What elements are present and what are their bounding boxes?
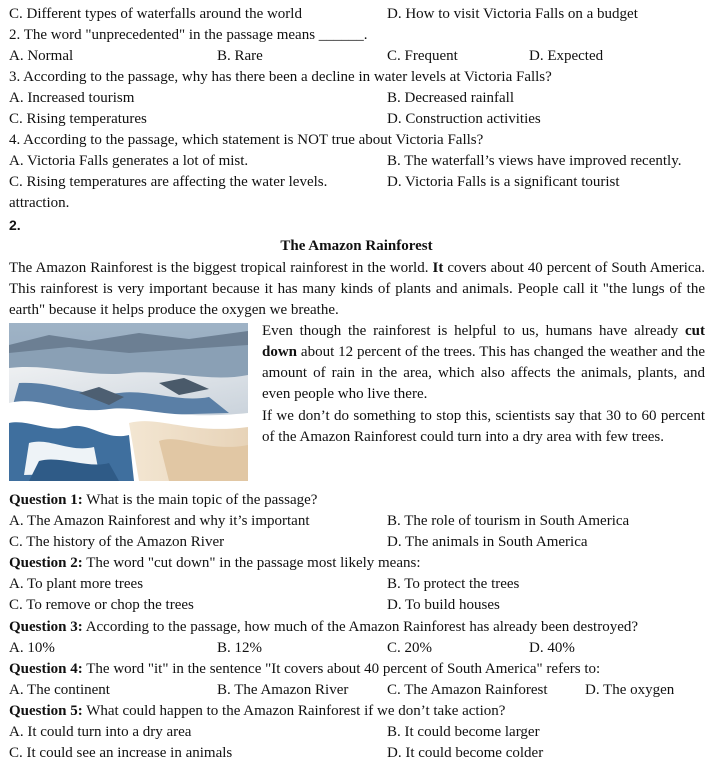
prev-q1-option-d: D. How to visit Victoria Falls on a budget: [387, 6, 638, 22]
section-number: 2.: [9, 217, 21, 233]
q4-option-c: C. The Amazon Rainforest: [387, 682, 548, 698]
q1-option-a: A. The Amazon Rainforest and why it’s important: [9, 513, 310, 529]
prev-q4-option-d: D. Victoria Falls is a significant tourist: [387, 174, 620, 190]
highlight-cut-down: cut down: [262, 323, 705, 360]
q1-option-c: C. The history of the Amazon River: [9, 534, 225, 550]
q5-option-a: A. It could turn into a dry area: [9, 724, 192, 740]
q2-option-c: C. To remove or chop the trees: [9, 597, 194, 613]
q3-option-a: A. 10%: [9, 640, 55, 656]
prev-q4-option-b: B. The waterfall’s views have improved recently.: [387, 153, 682, 169]
q5-option-d: D. It could become colder: [387, 745, 544, 761]
q2-option-d: D. To build houses: [387, 597, 500, 613]
q1-option-b: B. The role of tourism in South America: [387, 513, 630, 529]
q5-option-c: C. It could see an increase in animals: [9, 745, 233, 761]
passage-paragraph-2: Even though the rainforest is helpful to us, humans have already cut down about 12 percent of the trees. This has changed the weather and the amount of rain in the area, which also affects the animals, plants, and even people who live there.: [262, 323, 705, 402]
passage-paragraph-3: If we don’t do something to stop this, scientists say that 30 to 60 percent of the Amazon Rainforest could turn into a dry area with few trees.: [262, 408, 705, 445]
landscape-photo: [9, 323, 248, 481]
prev-q3-option-d: D. Construction activities: [387, 111, 541, 127]
q4-option-d: D. The oxygen: [585, 682, 675, 698]
q3-option-d: D. 40%: [529, 640, 575, 656]
prev-q3-option-c: C. Rising temperatures: [9, 111, 147, 127]
prev-q2-stem: 2. The word "unprecedented" in the passage means ______.: [9, 27, 368, 43]
prev-q3-stem: 3. According to the passage, why has there been a decline in water levels at Victoria Falls?: [9, 69, 552, 85]
question-1: Question 1: What is the main topic of the passage?: [9, 492, 318, 508]
q1-option-d: D. The animals in South America: [387, 534, 588, 550]
q3-option-c: C. 20%: [387, 640, 432, 656]
prev-q2-option-c: C. Frequent: [387, 48, 458, 64]
prev-q1-option-c: C. Different types of waterfalls around the world: [9, 6, 302, 22]
prev-q4-option-d-continued: attraction.: [9, 195, 70, 211]
prev-q3-option-b: B. Decreased rainfall: [387, 90, 515, 106]
prev-q3-option-a: A. Increased tourism: [9, 90, 135, 106]
prev-q4-option-a: A. Victoria Falls generates a lot of mist.: [9, 153, 249, 169]
prev-q2-option-d: D. Expected: [529, 48, 604, 64]
highlight-it: It: [432, 260, 444, 276]
question-2: Question 2: The word "cut down" in the passage most likely means:: [9, 555, 421, 571]
prev-q2-option-a: A. Normal: [9, 48, 74, 64]
question-5: Question 5: What could happen to the Amazon Rainforest if we don’t take action?: [9, 703, 506, 719]
q5-option-b: B. It could become larger: [387, 724, 540, 740]
q4-option-b: B. The Amazon River: [217, 682, 349, 698]
q2-option-a: A. To plant more trees: [9, 576, 144, 592]
prev-q4-stem: 4. According to the passage, which statement is NOT true about Victoria Falls?: [9, 132, 484, 148]
passage-title: The Amazon Rainforest: [280, 238, 433, 254]
question-4: Question 4: The word "it" in the sentence "It covers about 40 percent of South America" refers to:: [9, 661, 601, 677]
prev-q4-option-c: C. Rising temperatures are affecting the water levels.: [9, 174, 328, 190]
q4-option-a: A. The continent: [9, 682, 110, 698]
q3-option-b: B. 12%: [217, 640, 262, 656]
q2-option-b: B. To protect the trees: [387, 576, 520, 592]
prev-q2-option-b: B. Rare: [217, 48, 263, 64]
question-3: Question 3: According to the passage, how much of the Amazon Rainforest has already been destroyed?: [9, 619, 639, 635]
passage-paragraph-1: The Amazon Rainforest is the biggest tropical rainforest in the world. It covers about 40 percent of South America. This rainforest is very important because it has many kinds of plants and animals. People call it "the lungs of the earth" because it helps produce the oxygen we breathe.: [9, 260, 705, 318]
